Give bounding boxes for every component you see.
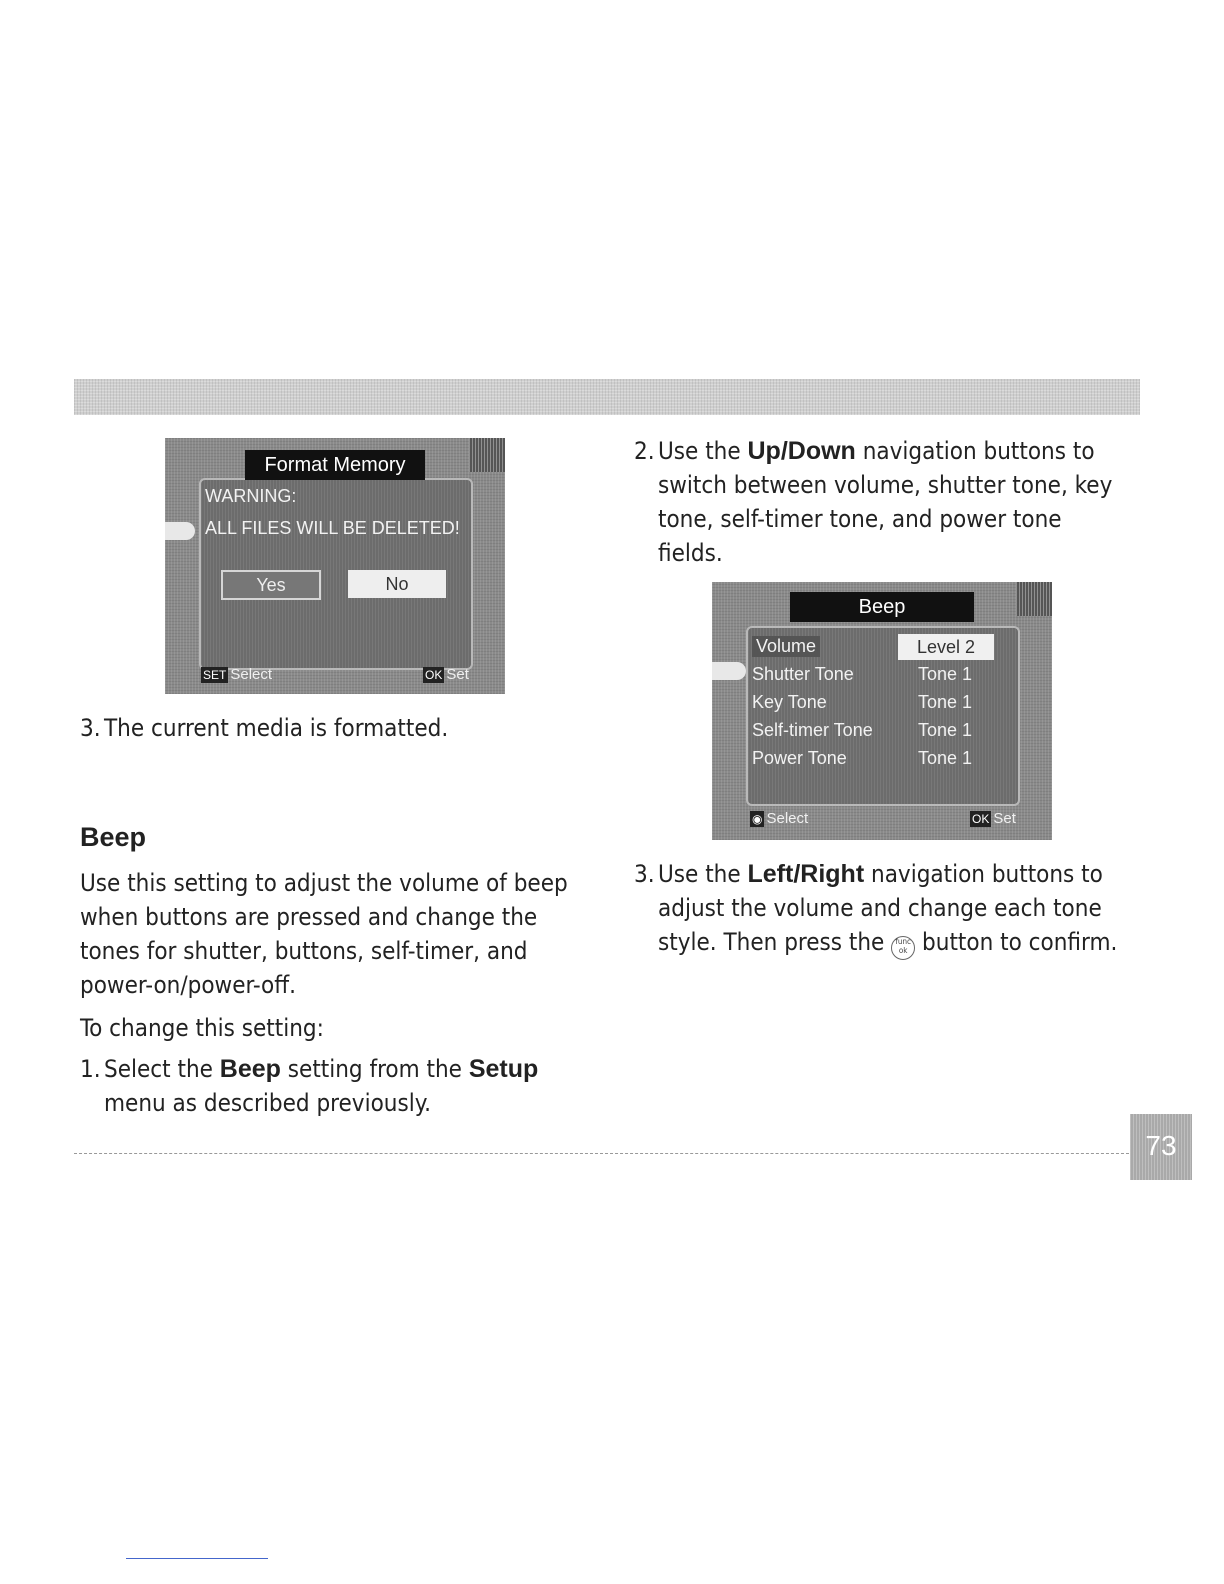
step-number: 1. — [80, 1055, 101, 1083]
footer-set — [970, 810, 1016, 827]
left-step-3 — [80, 711, 560, 745]
no-button: No — [348, 570, 446, 598]
yes-button: Yes — [221, 570, 321, 600]
bottom-divider — [74, 1153, 1134, 1154]
beep-keyword: Beep — [219, 1055, 281, 1083]
nav-key-icon: ◉ — [752, 812, 763, 827]
warning-message: ALL FILES WILL BE DELETED! — [205, 518, 460, 538]
step-text-mid: navigation buttons to adjust the volume and change each tone style. Then press the — [658, 860, 1103, 956]
self-timer-tone-value: Tone 1 — [918, 720, 973, 740]
screen-title: Beep — [790, 592, 974, 622]
func-icon-label: func — [895, 937, 911, 946]
power-tone-label: Power Tone — [752, 748, 847, 768]
screen-title: Format Memory — [245, 450, 425, 480]
right-step-3 — [634, 857, 1134, 960]
side-arrow — [712, 662, 746, 680]
step-text — [658, 434, 1124, 570]
ok-key-icon: OK — [425, 668, 443, 683]
power-tone-value: Tone 1 — [918, 748, 973, 768]
ok-icon-label: ok — [898, 946, 908, 955]
shutter-tone-value: Tone 1 — [918, 664, 973, 684]
step-number: 3. — [634, 860, 655, 888]
self-timer-tone-label: Self-timer Tone — [752, 720, 873, 740]
step-text — [104, 1052, 580, 1120]
footer-select — [750, 810, 808, 827]
step-text-pre: Select the — [104, 1055, 213, 1083]
step-text-post: navigation buttons to switch between volume, shutter tone, key tone, self-timer tone, and power tone fields. — [658, 437, 1113, 567]
section-heading-beep: Beep — [80, 822, 147, 852]
screen-corner-decoration — [1016, 582, 1052, 616]
setup-keyword: Setup — [468, 1055, 539, 1083]
volume-value: Level 2 — [898, 634, 994, 660]
left-right-keyword: Left/Right — [747, 860, 865, 888]
footer-underline — [126, 1558, 268, 1559]
beep-description: Use this setting to adjust the volume of beep when buttons are pressed and change the tones for shutter, buttons, self-timer, and power-on/power-off. — [80, 869, 568, 999]
key-tone-label: Key Tone — [752, 692, 827, 712]
warning-label: WARNING: — [205, 486, 297, 506]
set-key-icon: SET — [203, 668, 227, 683]
header-band — [74, 379, 1140, 415]
step-text-pre: Use the — [658, 437, 741, 465]
step-text-mid: setting from the — [287, 1055, 462, 1083]
page-number: 73 — [1130, 1114, 1192, 1180]
footer-set — [423, 666, 469, 683]
step-text-post: menu as described previously. — [104, 1089, 431, 1117]
left-step-1 — [80, 1052, 580, 1120]
change-intro: To change this setting: — [80, 1014, 324, 1042]
footer-select — [201, 666, 272, 683]
volume-label: Volume — [752, 636, 820, 657]
func-ok-button-icon — [891, 936, 915, 960]
step-number: 3. — [80, 714, 101, 742]
side-arrow — [165, 522, 195, 540]
shutter-tone-label: Shutter Tone — [752, 664, 854, 684]
footer-set-label: Set — [993, 810, 1016, 827]
step-text-post: button to confirm. — [922, 928, 1118, 956]
step-text — [658, 857, 1134, 960]
screen-corner-decoration — [469, 438, 505, 472]
step-number: 2. — [634, 437, 655, 465]
footer-set-label: Set — [446, 666, 469, 683]
step-text-pre: Use the — [658, 860, 741, 888]
key-tone-value: Tone 1 — [918, 692, 973, 712]
step-text: The current media is formatted. — [104, 714, 449, 742]
beep-screenshot — [712, 582, 1052, 840]
format-memory-screenshot — [165, 438, 505, 694]
right-step-2 — [634, 434, 1124, 570]
footer-select-label: Select — [230, 666, 273, 683]
ok-key-icon: OK — [972, 812, 990, 827]
footer-select-label: Select — [766, 810, 809, 827]
up-down-keyword: Up/Down — [747, 437, 856, 465]
